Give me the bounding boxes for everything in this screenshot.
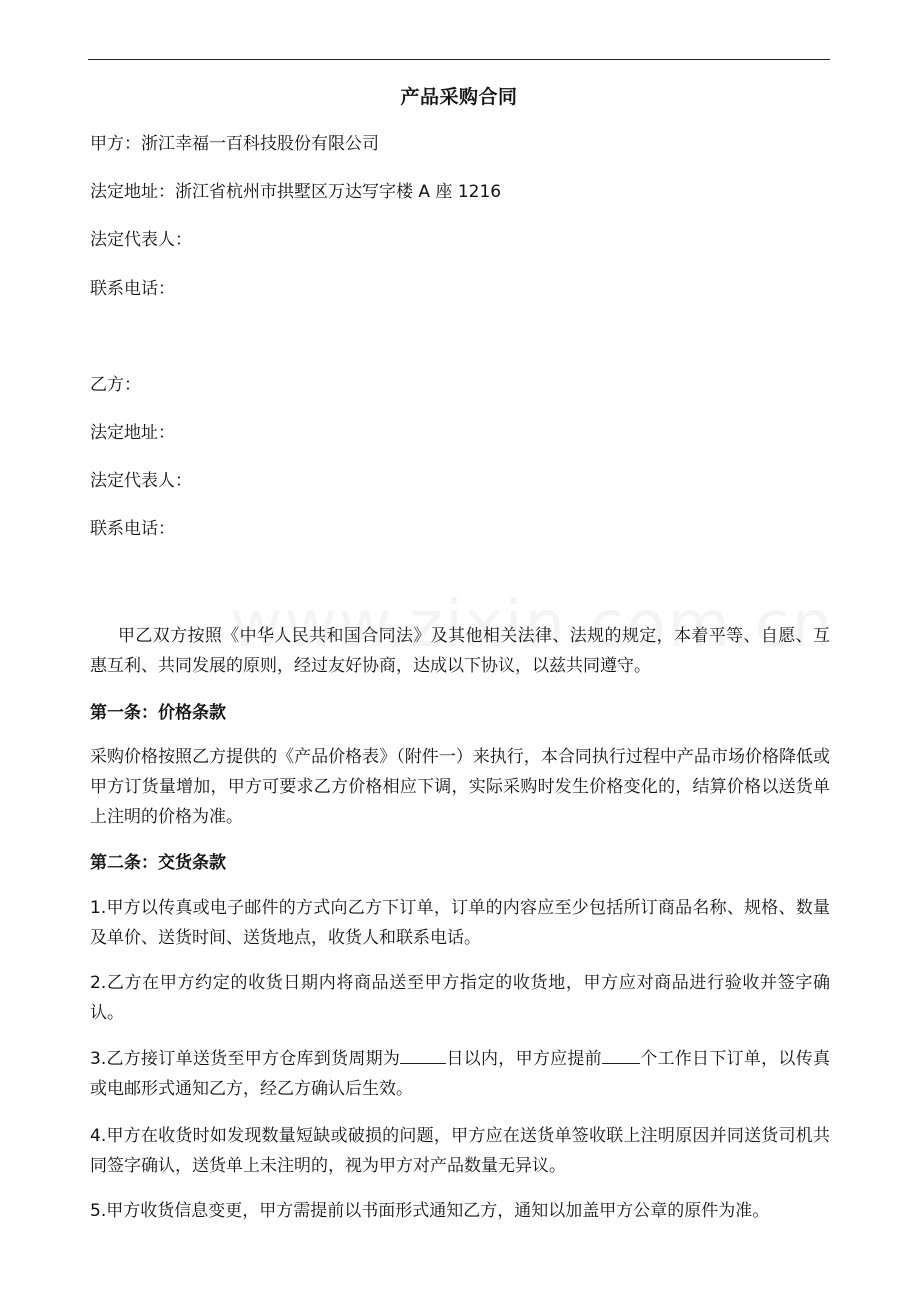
party-b-representative: 法定代表人： [90,471,192,491]
party-a-representative: 法定代表人： [90,230,192,250]
delivery-days-blank [400,1045,446,1064]
item-3-part-b: 日以内，甲方应提前 [446,1049,602,1069]
intro-paragraph: 甲乙双方按照《中华人民共和国合同法》及其他相关法律、法规的规定，本着平等、自愿、互惠互利、共同发展的原则，经过友好协商，达成以下协议，以兹共同遵守。 [90,626,830,676]
party-a-address: 法定地址：浙江省杭州市拱墅区万达写字楼 A 座 1216 [90,182,502,202]
article-2-heading: 第二条：交货条款 [90,853,226,873]
party-a-phone: 联系电话： [90,279,175,299]
order-lead-days-blank [602,1045,640,1064]
article-2-item-3 [90,1044,830,1104]
article-2-item-5: 5.甲方收货信息变更，甲方需提前以书面形式通知乙方，通知以加盖甲方公章的原件为准。 [90,1201,770,1221]
party-a-name: 甲方：浙江幸福一百科技股份有限公司 [90,134,379,154]
article-2-item-4: 4.甲方在收货时如发现数量短缺或破损的问题，甲方应在送货单签收联上注明原因并同送货司机共同签字确认，送货单上未注明的，视为甲方对产品数量无异议。 [90,1126,830,1176]
article-1-heading: 第一条：价格条款 [90,703,226,723]
party-b-address: 法定地址： [90,423,175,443]
document-title: 产品采购合同 [400,86,518,108]
header-rule [88,59,830,60]
article-2-item-2: 2.乙方在甲方约定的收货日期内将商品送至甲方指定的收货地，甲方应对商品进行验收并签字确认。 [90,973,830,1023]
item-3-part-c: 个工作日下订单，以传真或电邮形式通知乙方，经乙方确认后生效。 [90,1049,830,1099]
item-3-part-a: 3.乙方接订单送货至甲方仓库到货周期为 [90,1049,401,1069]
party-b-phone: 联系电话： [90,519,175,539]
article-2-item-1: 1.甲方以传真或电子邮件的方式向乙方下订单，订单的内容应至少包括所订商品名称、规格、数量及单价、送货时间、送货地点，收货人和联系电话。 [90,898,830,948]
article-1-text: 采购价格按照乙方提供的《产品价格表》（附件一）来执行，本合同执行过程中产品市场价格降低或甲方订货量增加，甲方可要求乙方价格相应下调，实际采购时发生价格变化的，结算价格以送货单上注明的价格为准。 [90,747,830,827]
party-b-name: 乙方： [90,375,141,395]
